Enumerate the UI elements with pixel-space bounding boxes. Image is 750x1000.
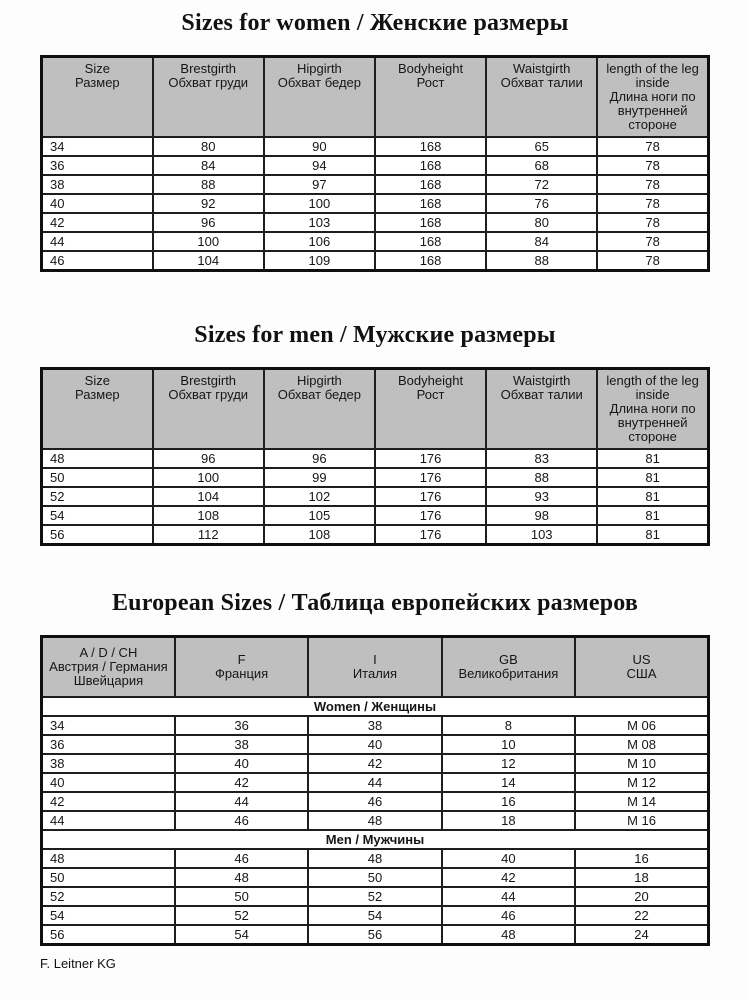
column-header-waistgirth: Waistgirth Обхват талии (486, 57, 597, 138)
table-cell: 16 (575, 849, 708, 868)
table-cell: 46 (175, 849, 308, 868)
table-cell: 176 (375, 468, 486, 487)
header-row (42, 57, 709, 138)
women-sizes-body (42, 137, 709, 271)
table-cell: 78 (597, 232, 708, 251)
table-row (42, 449, 709, 468)
table-row (42, 849, 709, 868)
table-cell: M 08 (575, 735, 708, 754)
table-cell: 88 (486, 251, 597, 271)
table-cell: 78 (597, 213, 708, 232)
table-cell: 44 (442, 887, 575, 906)
table-cell: 100 (264, 194, 375, 213)
header-row (42, 369, 709, 450)
table-cell: 65 (486, 137, 597, 156)
men-band-row (42, 830, 709, 849)
table-cell: M 10 (575, 754, 708, 773)
table-row (42, 906, 709, 925)
column-header-leg-length: length of the leg inside Длина ноги по внутренней стороне (597, 57, 708, 138)
table-row (42, 754, 709, 773)
table-row (42, 468, 709, 487)
table-cell: 168 (375, 251, 486, 271)
men-sizes-header (42, 369, 709, 450)
european-women-body (42, 716, 709, 830)
european-sizes-header (42, 637, 709, 697)
table-cell: 88 (153, 175, 264, 194)
table-cell: 44 (308, 773, 441, 792)
table-cell-size: 34 (42, 716, 175, 735)
table-row (42, 506, 709, 525)
table-cell: 80 (153, 137, 264, 156)
table-cell-size: 50 (42, 868, 175, 887)
table-row (42, 868, 709, 887)
table-cell: 176 (375, 487, 486, 506)
table-cell: 96 (153, 449, 264, 468)
column-header-size: Size Размер (42, 369, 153, 450)
table-cell-size: 40 (42, 773, 175, 792)
column-header-bodyheight: Bodyheight Рост (375, 369, 486, 450)
table-cell: 50 (175, 887, 308, 906)
column-header-waistgirth: Waistgirth Обхват талии (486, 369, 597, 450)
table-cell: 54 (175, 925, 308, 945)
column-header-us: US США (575, 637, 708, 697)
table-cell: 52 (308, 887, 441, 906)
column-header-hipgirth: Hipgirth Обхват бедер (264, 369, 375, 450)
table-row (42, 716, 709, 735)
table-cell-size: 42 (42, 792, 175, 811)
table-cell: 109 (264, 251, 375, 271)
table-cell: 103 (264, 213, 375, 232)
column-header-a-d-ch: A / D / CH Австрия / Германия Швейцария (42, 637, 175, 697)
table-cell: 102 (264, 487, 375, 506)
column-header-brestgirth: Brestgirth Обхват груди (153, 57, 264, 138)
table-row (42, 735, 709, 754)
table-cell-size: 52 (42, 487, 153, 506)
table-cell: 78 (597, 251, 708, 271)
table-cell-size: 34 (42, 137, 153, 156)
table-cell-size: 56 (42, 925, 175, 945)
table-cell: 48 (442, 925, 575, 945)
table-cell: 42 (308, 754, 441, 773)
table-cell: 98 (486, 506, 597, 525)
table-cell: M 06 (575, 716, 708, 735)
table-cell: 168 (375, 232, 486, 251)
table-cell: 92 (153, 194, 264, 213)
table-cell: 76 (486, 194, 597, 213)
table-cell: 90 (264, 137, 375, 156)
men-sizes-table (40, 367, 710, 546)
table-cell: 40 (442, 849, 575, 868)
table-cell-size: 40 (42, 194, 153, 213)
table-cell: 168 (375, 156, 486, 175)
table-cell: 40 (308, 735, 441, 754)
european-sizes-table (40, 635, 710, 946)
table-cell-size: 38 (42, 754, 175, 773)
table-cell: 14 (442, 773, 575, 792)
table-cell: 112 (153, 525, 264, 545)
header-row (42, 637, 709, 697)
table-cell: 100 (153, 468, 264, 487)
table-cell: 46 (308, 792, 441, 811)
table-cell: 24 (575, 925, 708, 945)
table-cell: 78 (597, 137, 708, 156)
table-cell: 81 (597, 506, 708, 525)
table-cell: 10 (442, 735, 575, 754)
table-cell-size: 50 (42, 468, 153, 487)
column-header-gb: GB Великобритания (442, 637, 575, 697)
table-row (42, 137, 709, 156)
table-cell: 168 (375, 175, 486, 194)
table-cell-size: 42 (42, 213, 153, 232)
table-row (42, 175, 709, 194)
table-cell: 36 (175, 716, 308, 735)
table-cell-size: 54 (42, 506, 153, 525)
women-band-row (42, 697, 709, 716)
european-sizes-title: European Sizes / Таблица европейских размеров (111, 590, 639, 616)
table-cell: 42 (175, 773, 308, 792)
table-cell: 54 (308, 906, 441, 925)
table-cell: 88 (486, 468, 597, 487)
table-cell: 94 (264, 156, 375, 175)
table-cell: 16 (442, 792, 575, 811)
table-cell: 44 (175, 792, 308, 811)
table-cell: 96 (153, 213, 264, 232)
table-cell: 96 (264, 449, 375, 468)
table-cell: 81 (597, 487, 708, 506)
table-row (42, 925, 709, 945)
table-row (42, 213, 709, 232)
table-row (42, 792, 709, 811)
women-sizes-table (40, 55, 710, 272)
table-cell: 84 (153, 156, 264, 175)
table-cell-size: 48 (42, 849, 175, 868)
table-cell: 168 (375, 194, 486, 213)
table-cell: 20 (575, 887, 708, 906)
table-cell: 97 (264, 175, 375, 194)
column-header-brestgirth: Brestgirth Обхват груди (153, 369, 264, 450)
table-cell: 99 (264, 468, 375, 487)
table-cell-size: 44 (42, 811, 175, 830)
table-cell: 80 (486, 213, 597, 232)
table-cell: 56 (308, 925, 441, 945)
table-cell: 108 (264, 525, 375, 545)
table-cell: 81 (597, 468, 708, 487)
table-cell: 81 (597, 525, 708, 545)
table-cell: 52 (175, 906, 308, 925)
table-cell: 78 (597, 156, 708, 175)
table-cell: 104 (153, 487, 264, 506)
table-cell-size: 44 (42, 232, 153, 251)
table-cell: 176 (375, 449, 486, 468)
table-row (42, 811, 709, 830)
column-header-italy: I Италия (308, 637, 441, 697)
table-cell: 48 (175, 868, 308, 887)
table-cell: 93 (486, 487, 597, 506)
table-cell: 42 (442, 868, 575, 887)
table-row (42, 773, 709, 792)
table-cell: 18 (575, 868, 708, 887)
table-cell: 105 (264, 506, 375, 525)
table-cell: 48 (308, 811, 441, 830)
table-cell: 168 (375, 213, 486, 232)
table-cell: 38 (308, 716, 441, 735)
table-cell-size: 48 (42, 449, 153, 468)
men-sizes-body (42, 449, 709, 545)
table-cell-size: 54 (42, 906, 175, 925)
table-cell: 22 (575, 906, 708, 925)
table-row (42, 887, 709, 906)
table-cell: 106 (264, 232, 375, 251)
table-cell: 176 (375, 525, 486, 545)
table-cell: 72 (486, 175, 597, 194)
women-sizes-header (42, 57, 709, 138)
european-women-band (42, 697, 709, 716)
table-cell: 176 (375, 506, 486, 525)
table-cell: 104 (153, 251, 264, 271)
table-cell: 40 (175, 754, 308, 773)
column-header-leg-length: length of the leg inside Длина ноги по внутренней стороне (597, 369, 708, 450)
table-row (42, 487, 709, 506)
footer-company: F. Leitner KG (40, 955, 116, 971)
table-cell-size: 36 (42, 735, 175, 754)
table-row (42, 194, 709, 213)
column-header-bodyheight: Bodyheight Рост (375, 57, 486, 138)
table-cell: 18 (442, 811, 575, 830)
table-cell: M 16 (575, 811, 708, 830)
table-cell: M 12 (575, 773, 708, 792)
men-sizes-title: Sizes for men / Мужские размеры (194, 322, 556, 348)
table-cell: 50 (308, 868, 441, 887)
table-cell: 48 (308, 849, 441, 868)
table-row (42, 251, 709, 271)
table-cell: 168 (375, 137, 486, 156)
table-cell-size: 52 (42, 887, 175, 906)
table-cell: 81 (597, 449, 708, 468)
table-cell: 84 (486, 232, 597, 251)
table-cell: 38 (175, 735, 308, 754)
column-header-hipgirth: Hipgirth Обхват бедер (264, 57, 375, 138)
table-cell-size: 46 (42, 251, 153, 271)
table-cell: 100 (153, 232, 264, 251)
women-band-label: Women / Женщины (42, 697, 709, 716)
table-cell: 78 (597, 194, 708, 213)
table-cell-size: 38 (42, 175, 153, 194)
table-cell: 78 (597, 175, 708, 194)
table-row (42, 232, 709, 251)
european-men-band (42, 830, 709, 849)
table-cell: 108 (153, 506, 264, 525)
table-cell: 46 (442, 906, 575, 925)
men-band-label: Men / Мужчины (42, 830, 709, 849)
table-cell: 12 (442, 754, 575, 773)
column-header-size: Size Размер (42, 57, 153, 138)
column-header-france: F Франция (175, 637, 308, 697)
table-cell-size: 36 (42, 156, 153, 175)
table-cell: 46 (175, 811, 308, 830)
table-cell: 83 (486, 449, 597, 468)
table-cell: 103 (486, 525, 597, 545)
table-cell: 68 (486, 156, 597, 175)
table-cell-size: 56 (42, 525, 153, 545)
table-cell: M 14 (575, 792, 708, 811)
table-cell: 8 (442, 716, 575, 735)
table-row (42, 156, 709, 175)
women-sizes-title: Sizes for women / Женские размеры (181, 10, 569, 36)
table-row (42, 525, 709, 545)
european-men-body (42, 849, 709, 945)
